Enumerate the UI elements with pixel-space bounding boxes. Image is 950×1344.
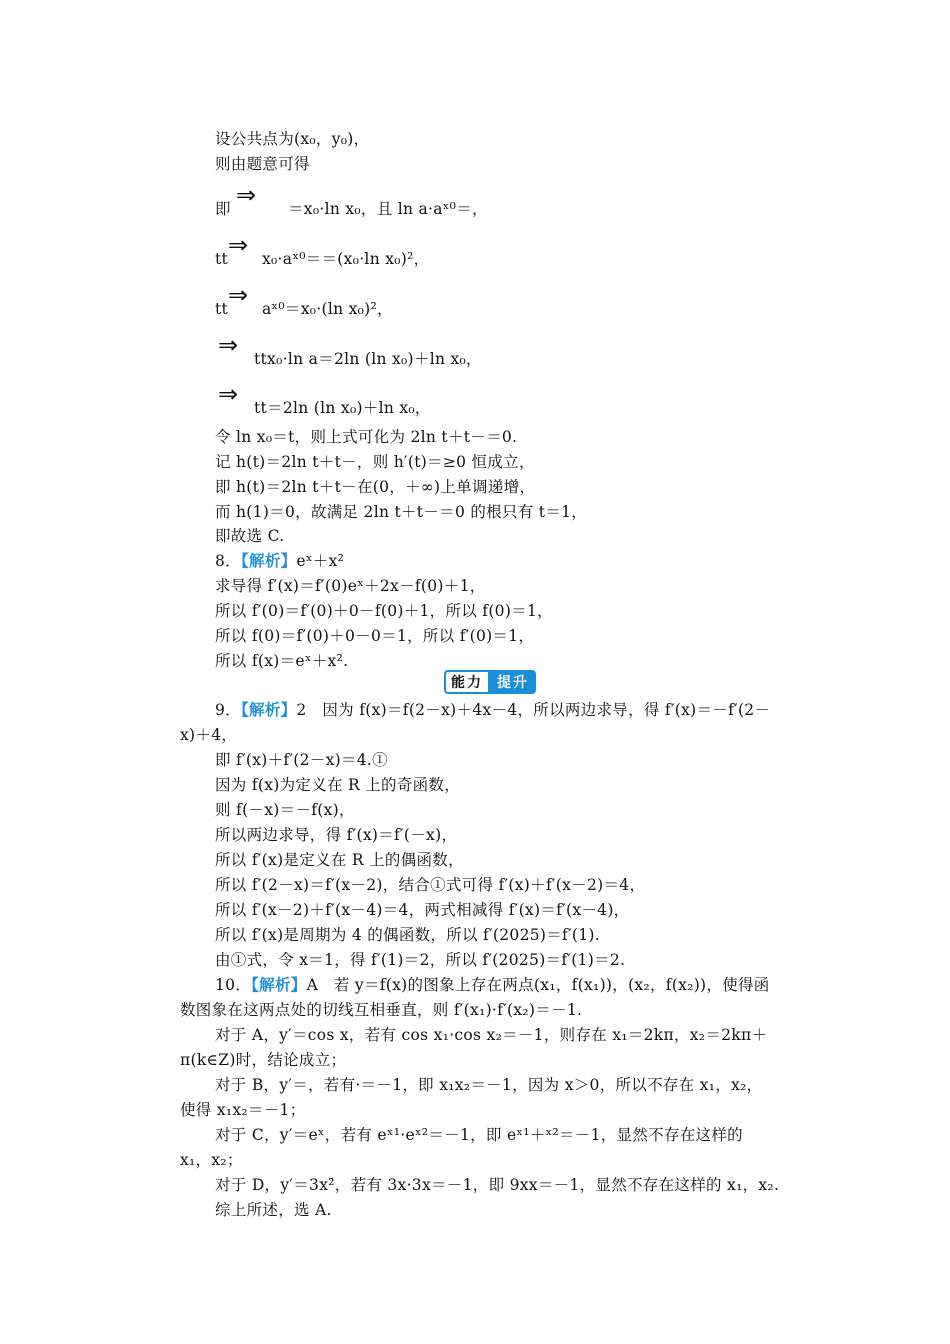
text-line: 即故选 C. xyxy=(215,527,285,545)
text-line: 所以 f(0)＝f′(0)＋0－0＝1，所以 f′(0)＝1， xyxy=(215,627,535,645)
answer-text: A 若 y＝f(x)的图象上存在两点(x₁，f(x₁))，(x₂，f(x₂))，使得函 xyxy=(306,976,770,994)
text-line: 令 ln x₀＝t，则上式可化为 2ln t＋t－＝0. xyxy=(215,428,518,446)
implies-arrow-icon: ⇒ xyxy=(218,331,239,359)
text-line: x₁，x₂； xyxy=(180,1151,243,1169)
analysis-tag: 【解析】 xyxy=(251,975,307,994)
text-line: 对于 B，y′＝，若有·＝－1，即 x₁x₂＝－1，因为 x＞0，所以不存在 x₁，x₂， xyxy=(215,1076,763,1094)
text-line: 数图象在这两点处的切线互相垂直，则 f′(x₁)·f′(x₂)＝－1. xyxy=(180,1001,583,1019)
text-line: 所以 f′(2－x)＝f′(x－2)，结合①式可得 f′(x)＋f′(x－2)＝4， xyxy=(215,876,646,894)
text-line: 所以 f′(x)是周期为 4 的偶函数，所以 f′(2025)＝f′(1). xyxy=(215,926,600,944)
text-line: 记 h(t)＝2ln t＋t－，则 h′(t)＝≥0 恒成立， xyxy=(215,453,535,471)
text-line: 因为 f(x)为定义在 R 上的奇函数， xyxy=(215,776,461,794)
text-line: 对于 C，y′＝eˣ，若有 eˣ¹·eˣ²＝－1，即 eˣ¹＋ˣ²＝－1，显然不存在这样的 xyxy=(215,1126,743,1144)
text-line: 所以 f(x)＝eˣ＋x². xyxy=(215,652,349,670)
text-line: ＝x₀·ln x₀，且 ln a·aˣ⁰＝， xyxy=(288,200,488,218)
question-8-header xyxy=(215,551,344,571)
text-line: 而 h(1)＝0，故满足 2ln t＋t－＝0 的根只有 t＝1， xyxy=(215,503,588,521)
implies-arrow-icon: ⇒ xyxy=(228,231,249,259)
text-line: 求导得 f′(x)＝f′(0)eˣ＋2x－f(0)＋1， xyxy=(215,577,486,595)
text-line: ttx₀·ln a＝2ln (ln x₀)＋ln x₀， xyxy=(254,350,482,368)
text-line: aˣ⁰＝x₀·(ln x₀)²， xyxy=(262,300,393,318)
text-line: 对于 D，y′＝3x²，若有 3x·3x＝－1，即 9xx＝－1，显然不存在这样的 x₁，x₂. xyxy=(215,1176,780,1194)
text-line: 由①式，令 x＝1，得 f′(1)＝2，所以 f′(2025)＝f′(1)＝2. xyxy=(215,951,626,969)
text-line: tt＝2ln (ln x₀)＋ln x₀， xyxy=(254,399,431,417)
text-line: 所以两边求导，得 f′(x)＝f′(－x)， xyxy=(215,826,458,844)
text-line: 所以 f′(x－2)＋f′(x－4)＝4，两式相减得 f′(x)＝f′(x－4)， xyxy=(215,901,630,919)
text-line: 所以 f′(x)是定义在 R 上的偶函数， xyxy=(215,851,464,869)
question-9-header xyxy=(215,700,770,720)
answer-text: 2 因为 f(x)＝f(2－x)＋4x－4，所以两边求导，得 f′(x)＝－f′(2－ xyxy=(296,701,771,719)
text-line: 所以 f′(0)＝f′(0)＋0－f(0)＋1，所以 f(0)＝1， xyxy=(215,602,553,620)
question-10-header xyxy=(215,975,770,995)
text-line: 即 h(t)＝2ln t＋t－在(0，＋∞)上单调递增， xyxy=(215,478,536,496)
implies-arrow-icon: ⇒ xyxy=(218,380,239,408)
text-line: x₀·aˣ⁰＝＝(x₀·ln x₀)²， xyxy=(262,250,430,268)
analysis-tag: 【解析】 xyxy=(240,551,297,570)
analysis-tag: 【解析】 xyxy=(240,700,297,719)
question-number: 8． xyxy=(215,552,241,570)
text-line: 综上所述，选 A. xyxy=(215,1201,332,1219)
text-line: x)＋4， xyxy=(180,726,238,744)
question-number: 10． xyxy=(215,976,252,994)
text-line: 则由题意可得 xyxy=(215,155,310,173)
answer-text: eˣ＋x² xyxy=(296,552,345,570)
banner-left-label: 能力 xyxy=(444,670,490,694)
banner-right-label: 提升 xyxy=(490,670,536,694)
text-line: 即 xyxy=(215,200,231,218)
text-line: 设公共点为(x₀，y₀)， xyxy=(215,130,370,148)
text-line: 即 f′(x)＋f′(2－x)＝4.① xyxy=(215,751,388,769)
text-line: 对于 A，y′＝cos x，若有 cos x₁·cos x₂＝－1，则存在 x₁＝2kπ，x₂＝2kπ＋ xyxy=(215,1026,768,1044)
question-number: 9． xyxy=(215,701,241,719)
text-line: π(k∈Z)时，结论成立； xyxy=(180,1051,347,1069)
text-line: tt xyxy=(215,250,229,268)
text-line: 则 f(－x)＝－f(x)， xyxy=(215,801,355,819)
implies-arrow-icon: ⇒ xyxy=(236,181,257,209)
section-banner xyxy=(444,670,536,694)
text-line: tt xyxy=(215,300,229,318)
implies-arrow-icon: ⇒ xyxy=(228,281,249,309)
text-line: 使得 x₁x₂＝－1； xyxy=(180,1101,306,1119)
